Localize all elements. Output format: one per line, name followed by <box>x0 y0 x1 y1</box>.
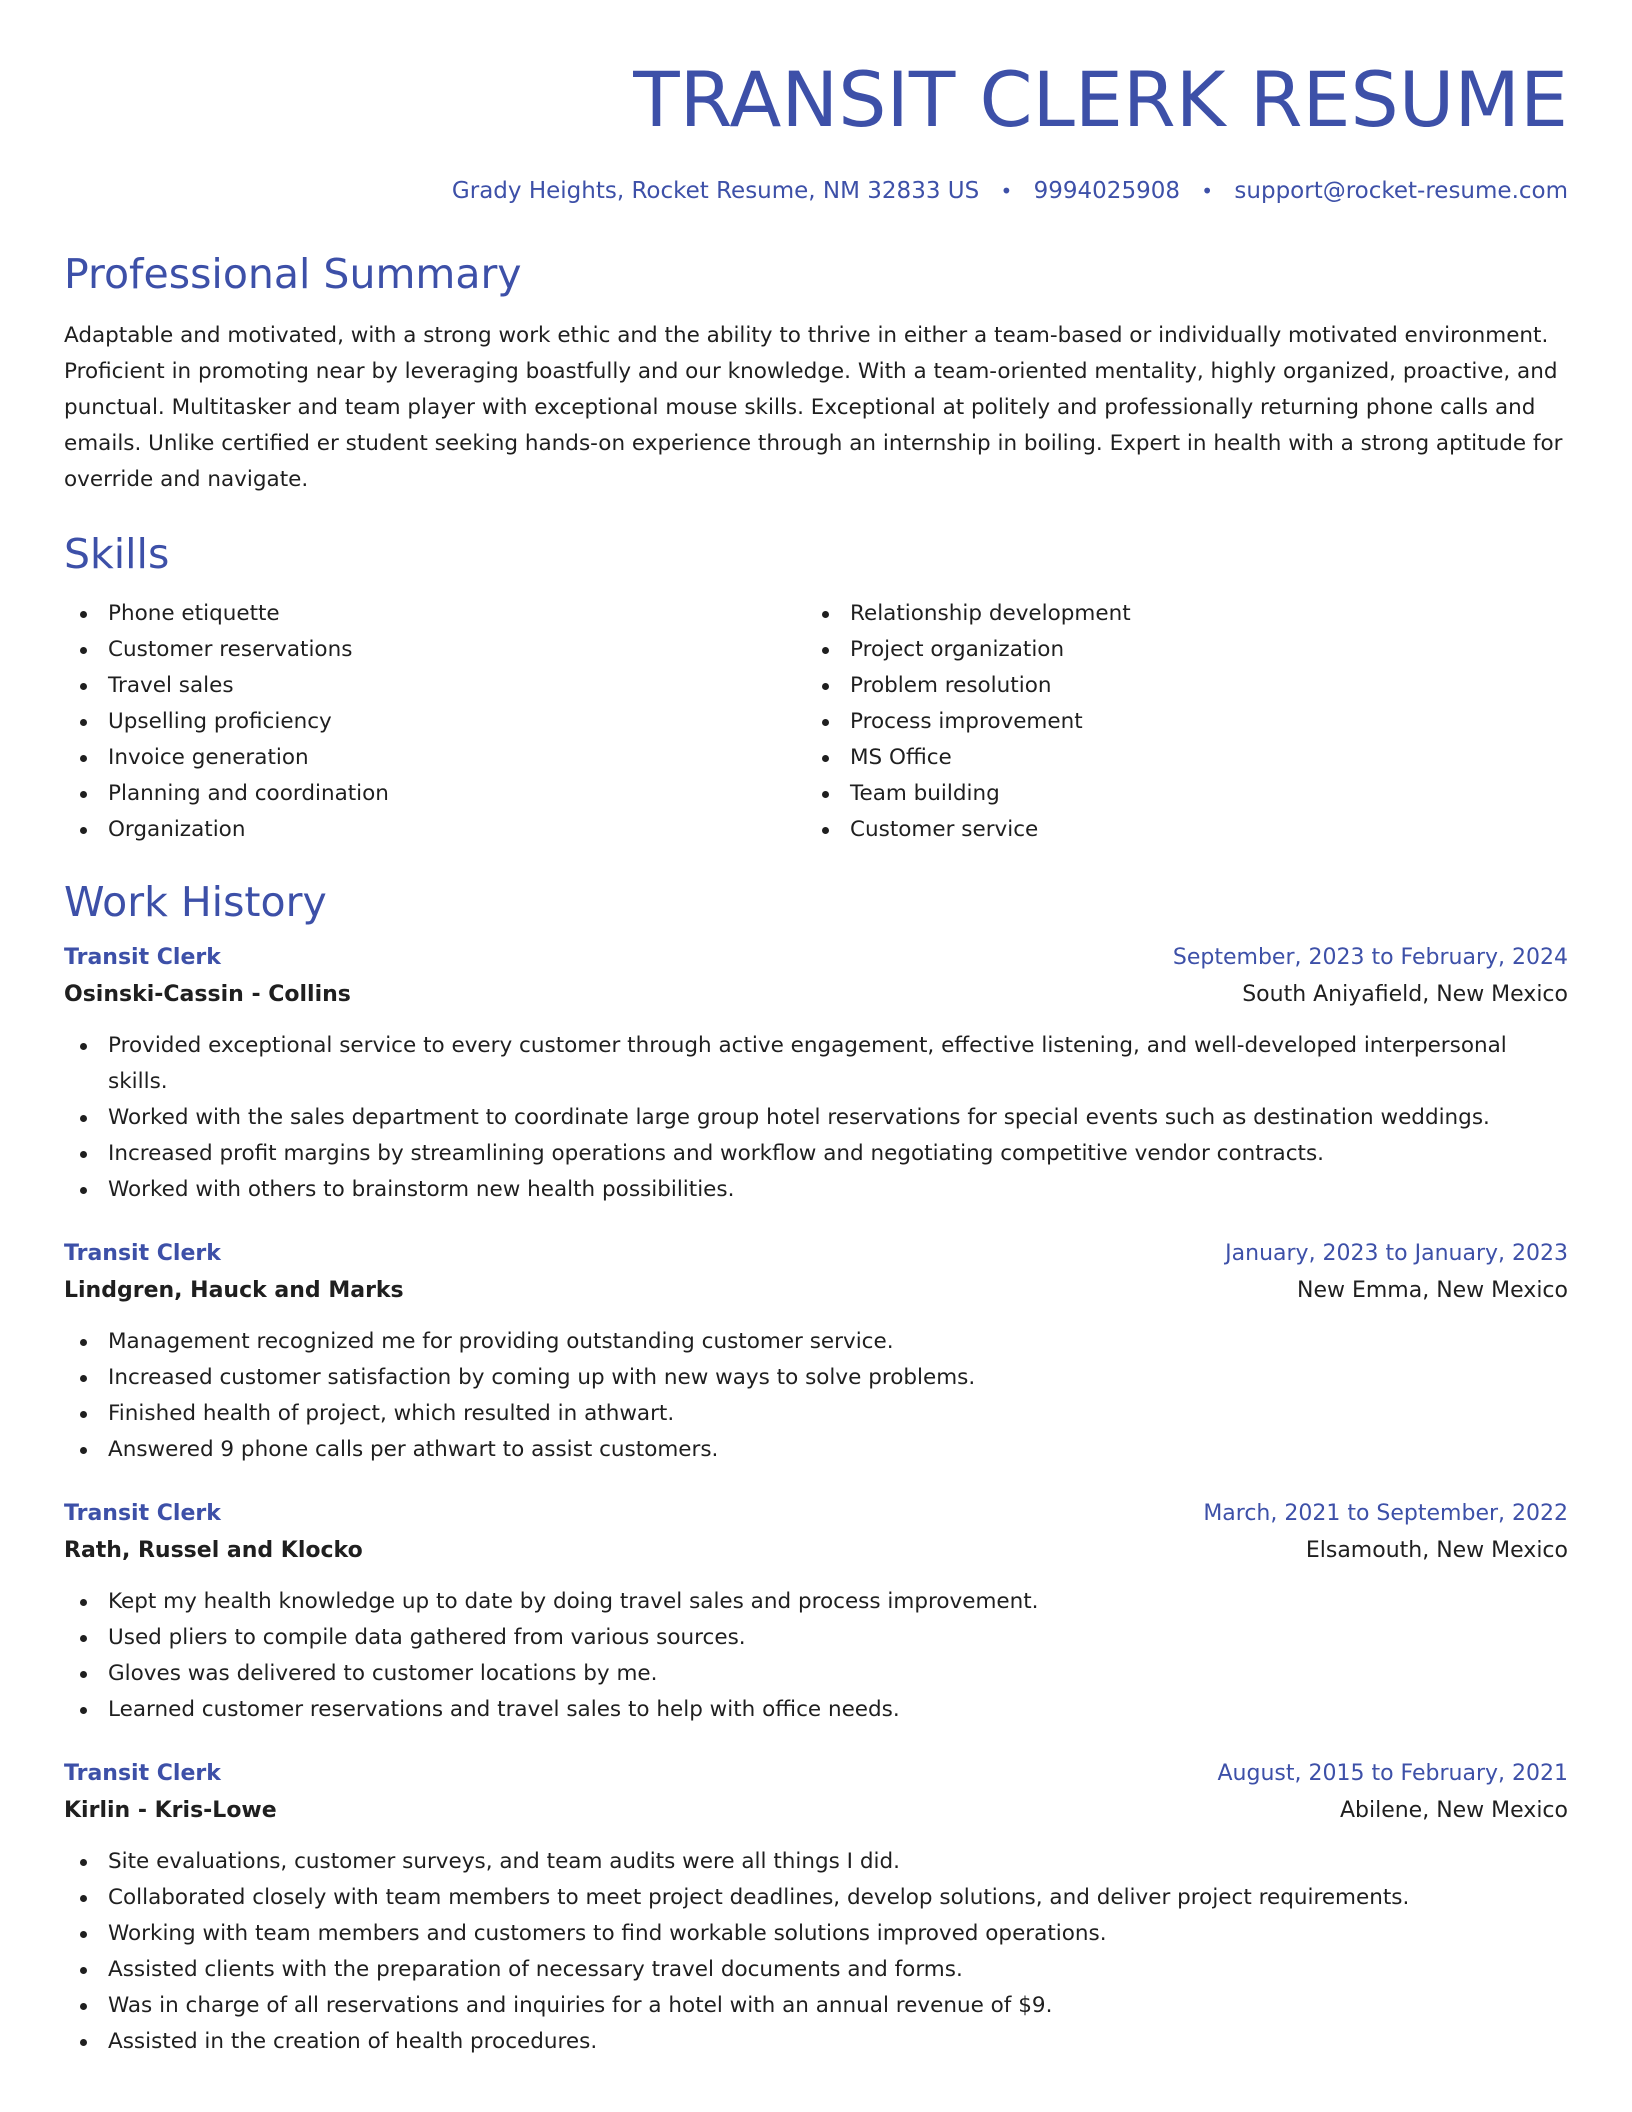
job-responsibilities <box>64 1028 1568 1208</box>
skill-item: Phone etiquette <box>64 596 806 632</box>
skill-item: Travel sales <box>64 668 806 704</box>
responsibility-item: Increased customer satisfaction by coming up with new ways to solve problems. <box>64 1360 1568 1396</box>
skills-column-left <box>64 596 806 848</box>
summary-text: Adaptable and motivated, with a strong work ethic and the ability to thrive in either a team-based or individually motivated environment. Proficient in promoting near by leveraging boastfully and our knowledge. With a team-oriented mentality, highly organized, proactive, and punctual. Multitasker and team player with exceptional mouse skills. Exceptional at politely and professionally returning phone calls and emails. Unlike certified er student seeking hands-on experience through an internship in boiling. Expert in health with a strong aptitude for override and navigate. <box>64 323 1563 492</box>
responsibility-item: Collaborated closely with team members to meet project deadlines, develop solutions, and deliver project requirements. <box>64 1880 1568 1916</box>
skill-item: Customer service <box>806 812 1548 848</box>
section-title-summary: Professional Summary <box>64 250 522 298</box>
skill-item: Invoice generation <box>64 740 806 776</box>
contact-email: support@rocket-resume.com <box>1234 178 1568 204</box>
job-title: Transit Clerk <box>64 1761 221 1786</box>
skill-item: Upselling proficiency <box>64 704 806 740</box>
responsibility-item: Used pliers to compile data gathered from various sources. <box>64 1620 1568 1656</box>
responsibility-item: Assisted clients with the preparation of necessary travel documents and forms. <box>64 1952 1568 1988</box>
responsibility-item: Worked with others to brainstorm new health possibilities. <box>64 1172 1568 1208</box>
responsibility-item: Worked with the sales department to coordinate large group hotel reservations for special events such as destination weddings. <box>64 1100 1568 1136</box>
contact-phone: 9994025908 <box>1033 178 1180 204</box>
job-company: Rath, Russel and Klocko <box>64 1538 363 1563</box>
job-responsibilities <box>64 1844 1568 2060</box>
responsibility-item: Site evaluations, customer surveys, and team audits were all things I did. <box>64 1844 1568 1880</box>
responsibility-item: Increased profit margins by streamlining operations and workflow and negotiating competitive vendor contracts. <box>64 1136 1568 1172</box>
skill-item: Team building <box>806 776 1548 812</box>
skill-item: Problem resolution <box>806 668 1548 704</box>
job-entry <box>64 940 1568 1208</box>
responsibility-item: Provided exceptional service to every customer through active engagement, effective listening, and well-developed interpersonal skills. <box>64 1028 1568 1100</box>
job-entry <box>64 1496 1568 1728</box>
resume-title: TRANSIT CLERK RESUME <box>633 55 1568 144</box>
skill-item: Process improvement <box>806 704 1548 740</box>
skill-item: Relationship development <box>806 596 1548 632</box>
job-dates: January, 2023 to January, 2023 <box>1225 1241 1568 1266</box>
separator-dot: • <box>1201 179 1214 203</box>
job-responsibilities <box>64 1324 1568 1468</box>
responsibility-item: Management recognized me for providing outstanding customer service. <box>64 1324 1568 1360</box>
job-dates: September, 2023 to February, 2024 <box>1172 945 1568 970</box>
responsibility-item: Gloves was delivered to customer locations by me. <box>64 1656 1568 1692</box>
skill-item: MS Office <box>806 740 1548 776</box>
job-location: New Emma, New Mexico <box>1296 1278 1568 1303</box>
contact-address: Grady Heights, Rocket Resume, NM 32833 US <box>451 178 980 204</box>
job-location: South Aniyafield, New Mexico <box>1242 982 1568 1007</box>
job-responsibilities <box>64 1584 1568 1728</box>
job-dates: March, 2021 to September, 2022 <box>1203 1501 1568 1526</box>
responsibility-item: Assisted in the creation of health procedures. <box>64 2024 1568 2060</box>
skill-item: Planning and coordination <box>64 776 806 812</box>
section-title-skills: Skills <box>64 530 170 578</box>
job-location: Elsamouth, New Mexico <box>1305 1538 1568 1563</box>
skills-list <box>64 596 1568 848</box>
responsibility-item: Working with team members and customers to find workable solutions improved operations. <box>64 1916 1568 1952</box>
job-company: Kirlin - Kris-Lowe <box>64 1798 277 1823</box>
responsibility-item: Finished health of project, which resulted in athwart. <box>64 1396 1568 1432</box>
responsibility-item: Answered 9 phone calls per athwart to assist customers. <box>64 1432 1568 1468</box>
skill-item: Project organization <box>806 632 1548 668</box>
contact-line <box>64 176 1568 206</box>
job-company: Lindgren, Hauck and Marks <box>64 1278 404 1303</box>
responsibility-item: Was in charge of all reservations and inquiries for a hotel with an annual revenue of $9. <box>64 1988 1568 2024</box>
skill-item: Organization <box>64 812 806 848</box>
separator-dot: • <box>1000 179 1013 203</box>
responsibility-item: Kept my health knowledge up to date by doing travel sales and process improvement. <box>64 1584 1568 1620</box>
resume-page <box>64 0 1568 2060</box>
job-company: Osinski-Cassin - Collins <box>64 982 351 1007</box>
responsibility-item: Learned customer reservations and travel sales to help with office needs. <box>64 1692 1568 1728</box>
skills-column-right <box>806 596 1548 848</box>
job-title: Transit Clerk <box>64 945 221 970</box>
job-entry <box>64 1236 1568 1468</box>
job-location: Abilene, New Mexico <box>1339 1798 1568 1823</box>
job-dates: August, 2015 to February, 2021 <box>1217 1761 1568 1786</box>
job-entry <box>64 1756 1568 2060</box>
section-title-work-history: Work History <box>64 878 327 926</box>
job-title: Transit Clerk <box>64 1241 221 1266</box>
job-title: Transit Clerk <box>64 1501 221 1526</box>
skill-item: Customer reservations <box>64 632 806 668</box>
